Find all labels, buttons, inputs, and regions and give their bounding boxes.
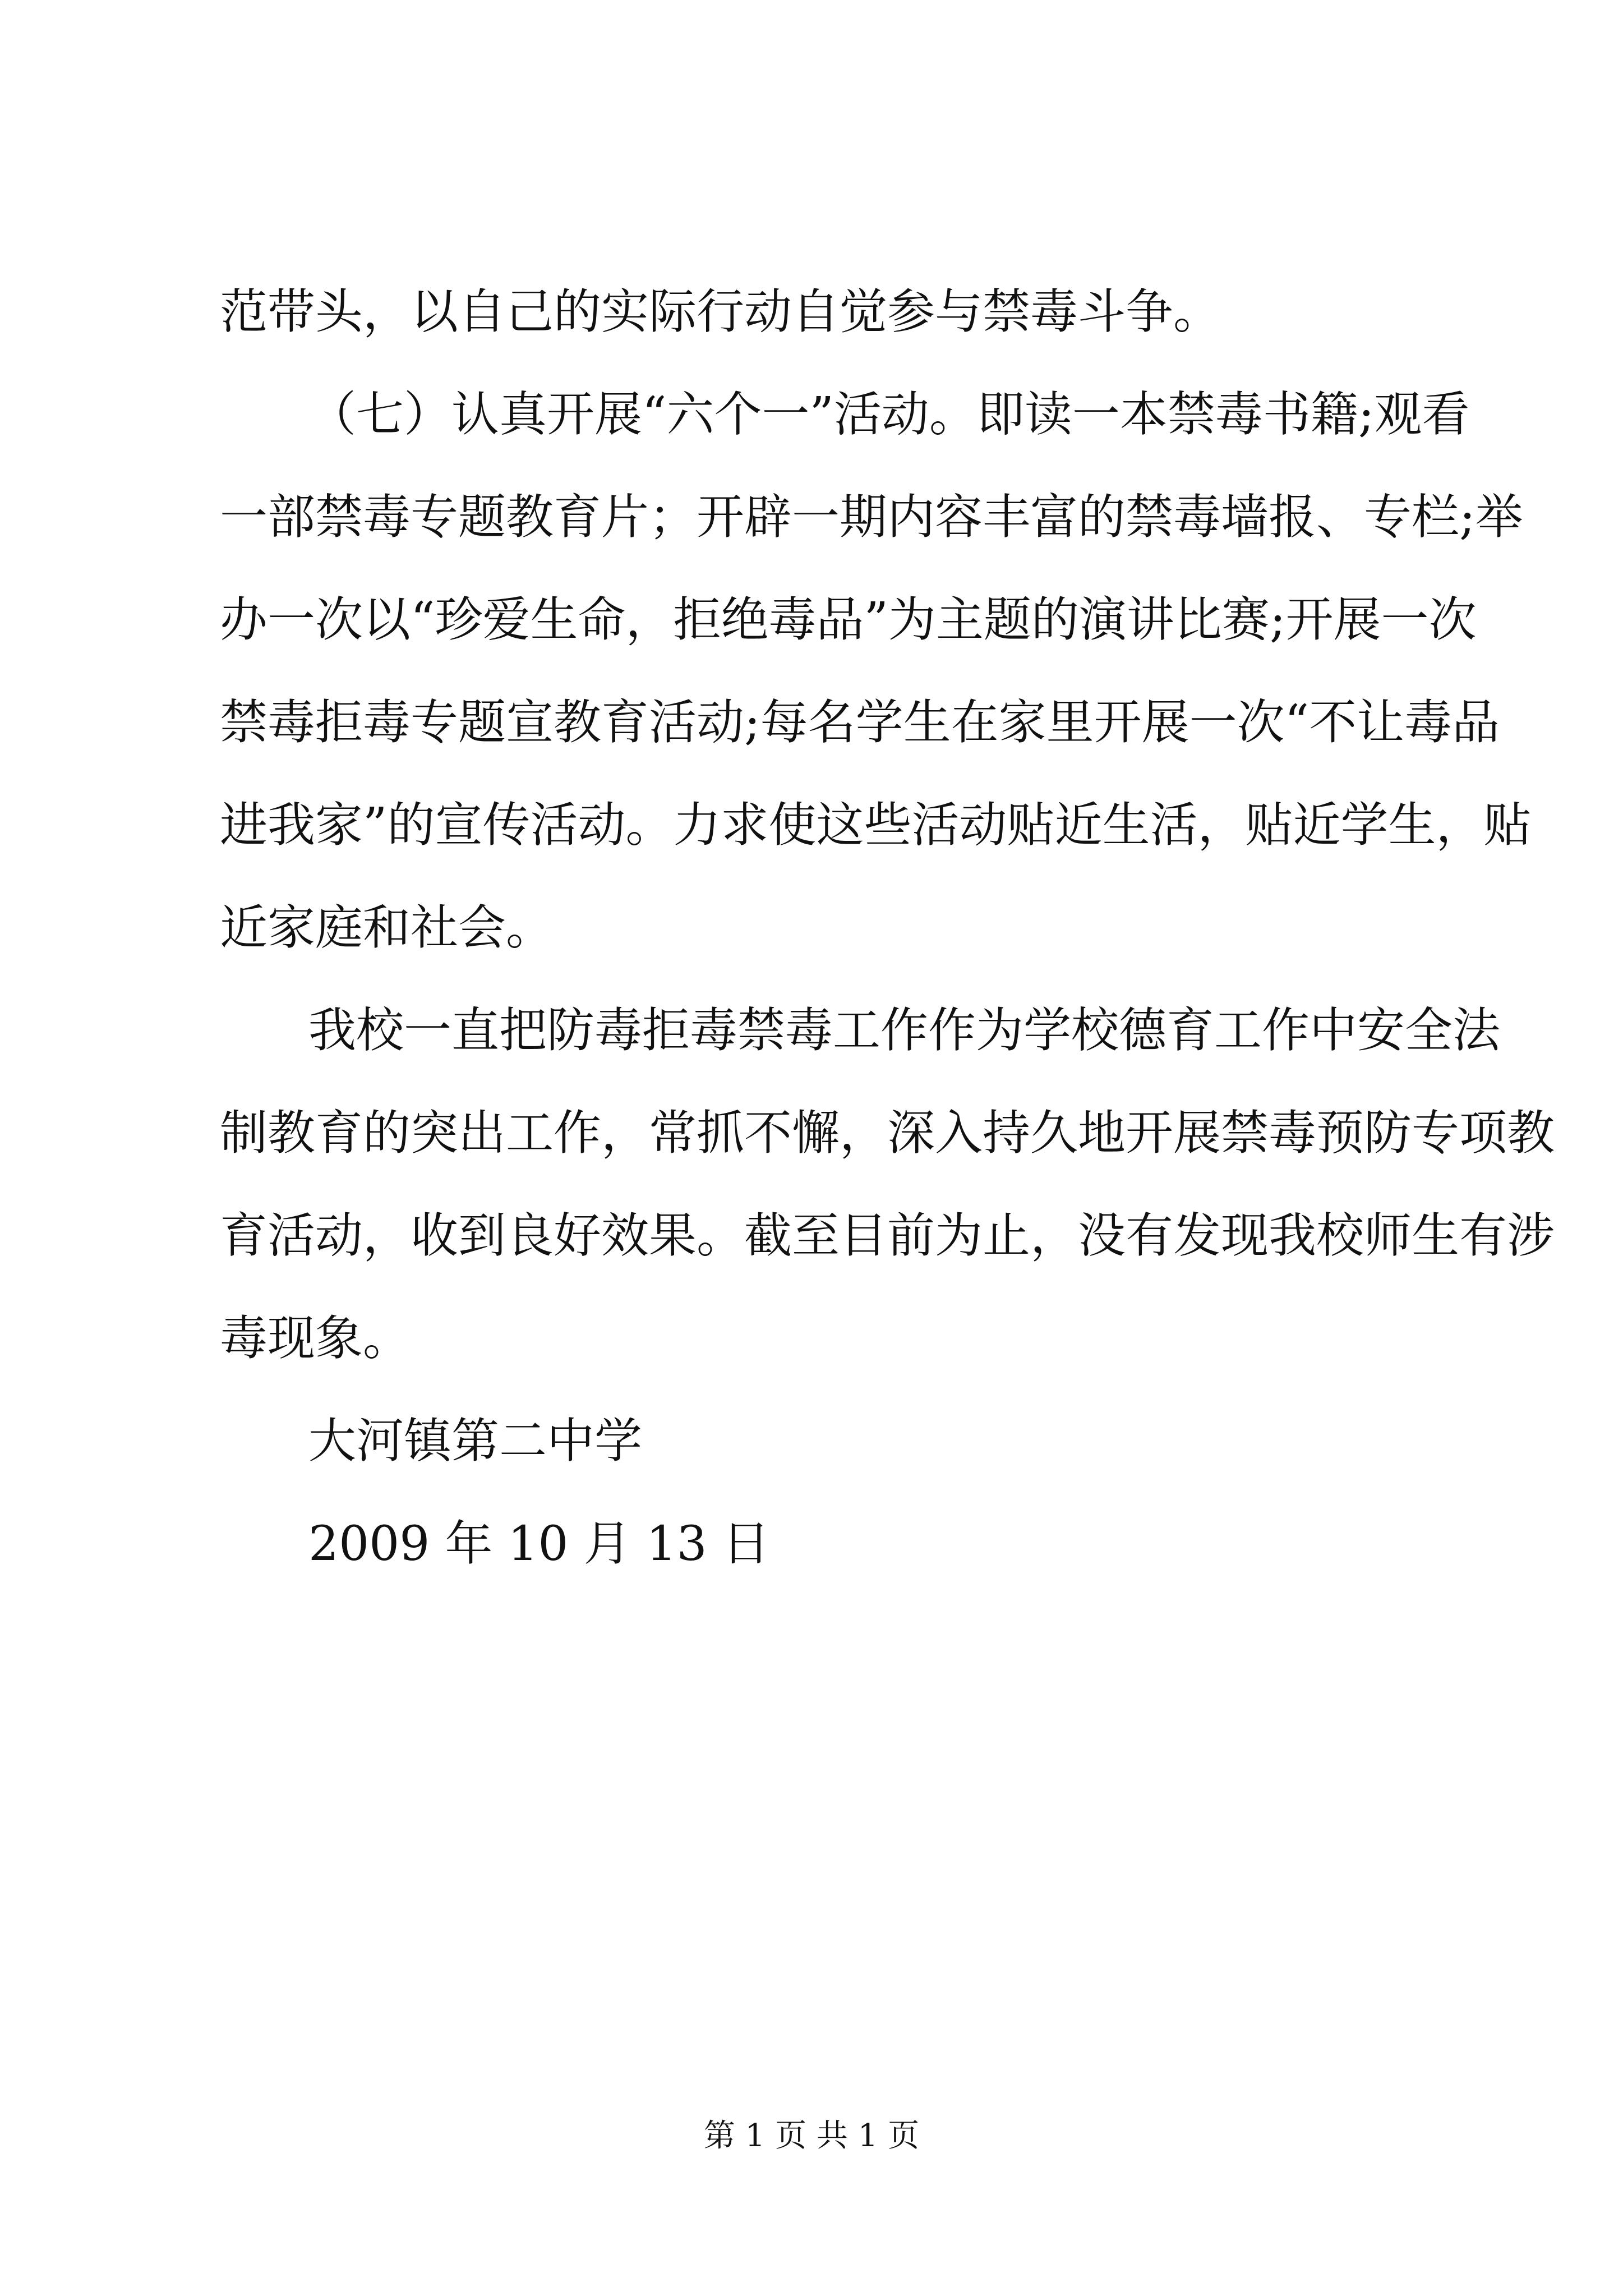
paragraph-line: 毒现象。 <box>220 1311 411 1366</box>
paragraph-line: 近家庭和社会。 <box>220 900 554 956</box>
document-body <box>220 261 1555 1595</box>
paragraph-line: 我校一直把防毒拒毒禁毒工作作为学校德育工作中安全法 <box>308 1003 1501 1059</box>
signature-date: 2009 年 10 月 13 日 <box>308 1516 770 1572</box>
signature-school: 大河镇第二中学 <box>308 1414 643 1469</box>
paragraph-line: （七）认真开展“六个一”活动。即读一本禁毒书籍;观看 <box>308 387 1470 443</box>
page-footer: 第 1 页 共 1 页 <box>703 2118 920 2154</box>
paragraph-line: 进我家”的宣传活动。力求使这些活动贴近生活，贴近学生，贴 <box>220 798 1532 853</box>
paragraph-line: 育活动，收到良好效果。截至目前为止，没有发现我校师生有涉 <box>220 1208 1555 1264</box>
paragraph-line: 一部禁毒专题教育片；开辟一期内容丰富的禁毒墙报、专栏;举 <box>220 490 1523 545</box>
paragraph-line: 制教育的突出工作，常抓不懈，深入持久地开展禁毒预防专项教 <box>220 1106 1555 1161</box>
paragraph-line: 办一次以“珍爱生命，拒绝毒品”为主题的演讲比赛;开展一次 <box>220 592 1477 648</box>
paragraph-line: 禁毒拒毒专题宣教育活动;每名学生在家里开展一次“不让毒品 <box>220 695 1500 751</box>
paragraph-line: 范带头，以自己的实际行动自觉参与禁毒斗争。 <box>220 284 1221 340</box>
